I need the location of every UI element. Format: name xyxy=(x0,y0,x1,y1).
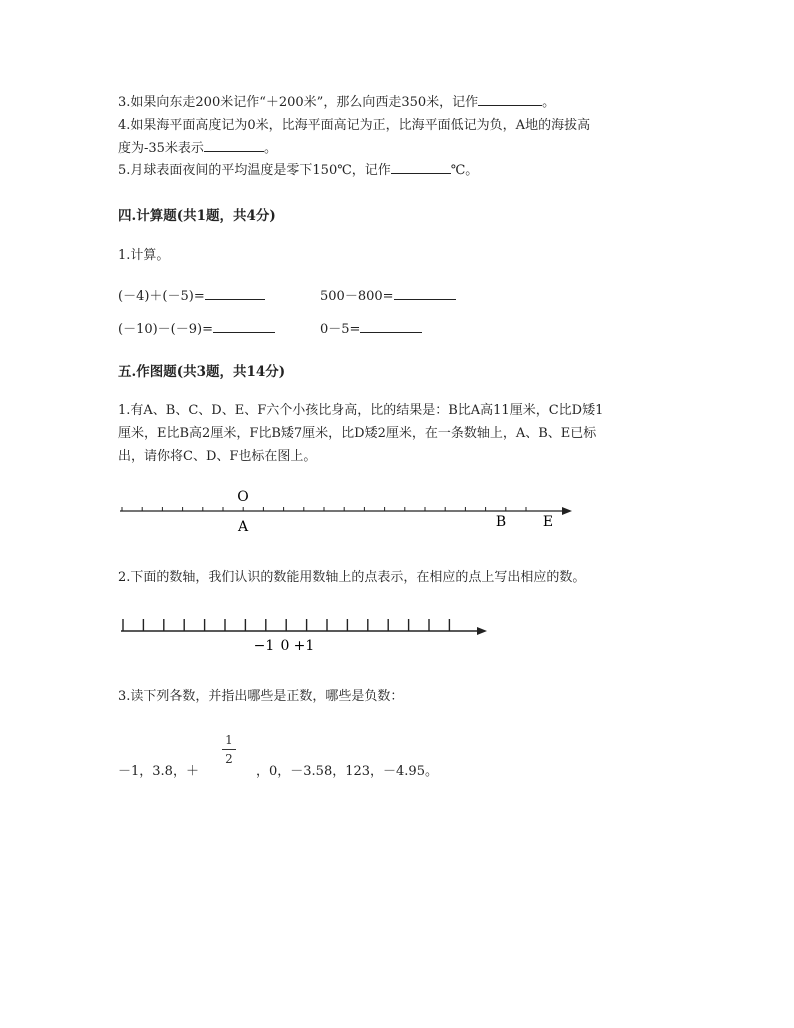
question-5-text: 5.月球表面夜间的平均温度是零下150℃，记作 xyxy=(118,163,391,178)
calc-expr-1 xyxy=(118,287,265,306)
question-4-line1: 4.如果海平面高度记为0米，比海平面高记为正，比海平面低记为负，A地的海拔高 xyxy=(118,118,591,133)
fraction-one-half xyxy=(222,733,236,766)
section-5-q2-text: 2.下面的数轴，我们认识的数能用数轴上的点表示，在相应的点上写出相应的数。 xyxy=(118,570,586,585)
calc-expr-2-text: 500－800= xyxy=(320,289,394,304)
tick-label-neg1: −1 xyxy=(253,638,275,654)
answer-blank[interactable] xyxy=(213,320,275,333)
fraction-bar xyxy=(222,749,236,750)
answer-blank[interactable] xyxy=(360,320,422,333)
tick-label-pos1: +1 xyxy=(293,638,315,654)
calc-expr-4 xyxy=(320,320,422,339)
tick-label-zero: 0 xyxy=(280,638,290,654)
answer-blank[interactable] xyxy=(478,93,542,106)
arrow-head-icon xyxy=(562,507,572,515)
arrow-head-icon xyxy=(477,627,487,635)
question-5-tail: ℃。 xyxy=(450,163,479,178)
question-3 xyxy=(118,93,555,112)
section-5-title: 五.作图题(共3题，共14分) xyxy=(118,364,286,380)
number-list-part1: －1，3.8，＋ xyxy=(118,764,199,779)
section-5-q1-line2: 厘米，E比B高2厘米，F比B矮7厘米，比D矮2厘米，在一条数轴上，A、B、E已标 xyxy=(118,426,597,441)
question-4-line2 xyxy=(118,139,277,158)
answer-blank[interactable] xyxy=(394,287,456,300)
calc-expr-2 xyxy=(320,287,456,306)
origin-label: O xyxy=(237,489,249,505)
calc-expr-3 xyxy=(118,320,275,339)
point-e-label: E xyxy=(542,514,554,530)
number-line-1 xyxy=(110,484,580,536)
calc-expr-3-text: (－10)－(－9)= xyxy=(118,322,213,337)
answer-blank[interactable] xyxy=(204,139,264,152)
fraction-denominator: 2 xyxy=(225,752,233,766)
answer-blank[interactable] xyxy=(391,161,451,174)
question-3-tail: 。 xyxy=(542,95,556,110)
point-b-label: B xyxy=(495,514,507,530)
fraction-numerator: 1 xyxy=(225,733,233,747)
section-4-q1-intro: 1.计算。 xyxy=(118,248,170,263)
number-list xyxy=(118,763,199,781)
question-5 xyxy=(118,161,478,180)
section-5-q1-line1: 1.有A、B、C、D、E、F六个小孩比身高，比的结果是：B比A高11厘米，C比D矮1 xyxy=(118,403,604,418)
number-line-2-ticks xyxy=(123,619,449,631)
number-list-rest: ，0，－3.58，123，－4.95。 xyxy=(256,764,438,779)
point-a-label: A xyxy=(237,519,249,535)
answer-blank[interactable] xyxy=(205,287,265,300)
section-4-title: 四.计算题(共1题，共4分) xyxy=(118,208,276,224)
section-5-q3-text: 3.读下列各数，并指出哪些是正数，哪些是负数： xyxy=(118,689,404,704)
question-4-tail: 。 xyxy=(263,141,277,156)
number-line-2 xyxy=(115,612,495,656)
calc-expr-4-text: 0－5= xyxy=(320,322,361,337)
section-5-q1-line3: 出，请你将C、D、F也标在图上。 xyxy=(118,449,317,464)
calc-expr-1-text: (－4)＋(－5)= xyxy=(118,289,205,304)
question-4-text: 度为-35米表示 xyxy=(118,141,204,156)
question-3-text: 3.如果向东走200米记作“＋200米”，那么向西走350米，记作 xyxy=(118,95,479,110)
